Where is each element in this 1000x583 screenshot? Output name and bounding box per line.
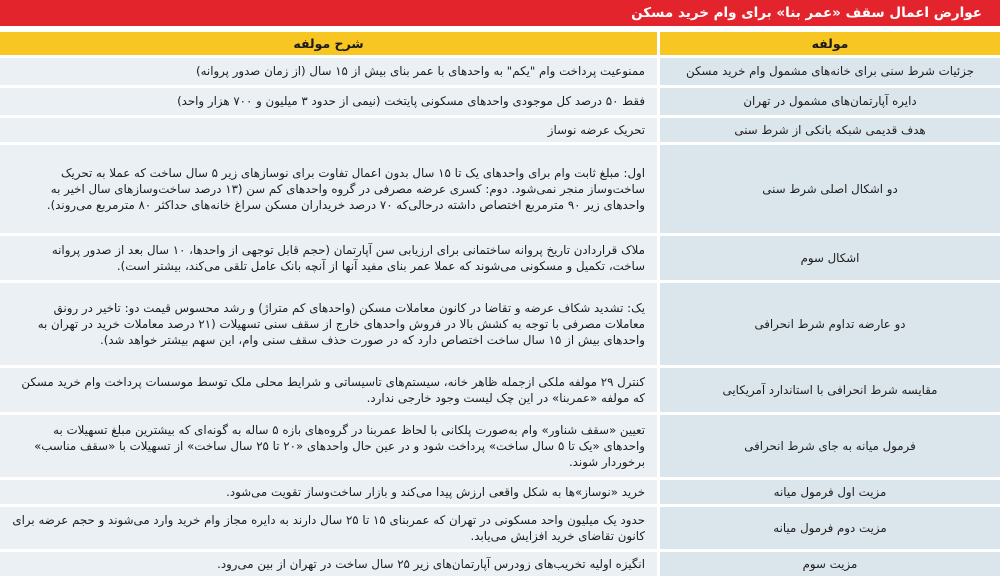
description-cell: تعیین «سقف شناور» وام به‌صورت پلکانی با لحاظ عمربنا در گروه‌های بازه ۵ ساله به گونه‌ای که بیشترین مبلغ تسهیلات به واحدهای «یک تا ۵ سال ساخت» پرداخت شود و در عین حال واحدهای «۲۰ تا ۲۵ سال ساخت» از تسهیلات با «سقف مناسب» برخوردار شوند. [0,415,657,477]
table-row [0,236,1000,280]
table-row [0,145,1000,233]
component-cell: جزئیات شرط سنی برای خانه‌های مشمول وام خرید مسکن [657,58,1000,85]
component-cell: مقایسه شرط انحرافی با استاندارد آمریکایی [657,368,1000,412]
description-cell: اول: مبلغ ثابت وام برای واحدهای یک تا ۱۵ سال بدون اعمال تفاوت برای نوسازهای زیر ۵ سال ساخت که عملا به تحریک ساخت‌وساز منجر نمی‌شود. دوم: کسری عرضه مصرفی در گروه واحدهای کم سن (۱۳ درصد ساخت‌وسازهای سال اخیر به واحدهای زیر ۹۰ مترمربع اختصاص داشته درحالی‌که ۷۰ درصد خریداران مسکن سراغ خانه‌های حداکثر ۸۰ مترمربع می‌روند). [0,145,657,233]
component-cell: اشکال سوم [657,236,1000,280]
description-cell: فقط ۵۰ درصد کل موجودی واحدهای مسکونی پایتخت (نیمی از حدود ۳ میلیون و ۷۰۰ هزار واحد) [0,88,657,115]
table-row [0,507,1000,549]
component-cell: دو اشکال اصلی شرط سنی [657,145,1000,233]
description-cell: خرید «نوساز»ها به شکل واقعی ارزش پیدا می‌کند و بازار ساخت‌وساز تقویت می‌شود. [0,480,657,504]
table-row [0,283,1000,365]
description-cell: حدود یک میلیون واحد مسکونی در تهران که عمربنای ۱۵ تا ۲۵ سال دارند به دایره مجاز وام خرید وارد می‌شوند و حجم عرضه برای کانون تقاضای خرید افزایش می‌یابد. [0,507,657,549]
header-description: شرح مولفه [0,32,657,55]
table-row [0,552,1000,576]
description-cell: یک: تشدید شکاف عرضه و تقاضا در کانون معاملات مسکن (واحدهای کم متراژ) و رشد محسوس قیمت دو: تاخیر در رونق معاملات مصرفی با توجه به کشش بالا در فروش واحدهای خارج از سقف سنی تسهیلات (۲۱ درصد معاملات خرید در تهران به واحدهای بیش از ۱۵ سال ساخت اختصاص دارد که در صورت حذف سقف سنی وام، این سهم بیشتر خواهد شد). [0,283,657,365]
header-row [0,32,1000,55]
description-cell: کنترل ۲۹ مولفه ملکی ازجمله ظاهر خانه، سیستم‌های تاسیساتی و شرایط محلی ملک توسط موسسات پرداخت وام خرید مسکن که مولفه «عمربنا» در این چک لیست وجود خارجی ندارد. [0,368,657,412]
description-cell: تحریک عرضه نوساز [0,118,657,142]
component-cell: فرمول میانه به جای شرط انحرافی [657,415,1000,477]
header-component: مولفه [657,32,1000,55]
component-cell: دو عارضه تداوم شرط انحرافی [657,283,1000,365]
component-cell: مزیت دوم فرمول میانه [657,507,1000,549]
component-cell: دایره آپارتمان‌های مشمول در تهران [657,88,1000,115]
table-row [0,118,1000,142]
table-row [0,415,1000,477]
data-table [0,29,1000,579]
component-cell: مزیت اول فرمول میانه [657,480,1000,504]
table-title: عوارض اعمال سقف «عمر بنا» برای وام خرید مسکن [0,0,1000,26]
component-cell: هدف قدیمی شبکه بانکی از شرط سنی [657,118,1000,142]
table-row [0,480,1000,504]
table-row [0,368,1000,412]
description-cell: ممنوعیت پرداخت وام "یکم" به واحدهای با عمر بنای بیش از ۱۵ سال (از زمان صدور پروانه) [0,58,657,85]
component-cell: مزیت سوم [657,552,1000,576]
table-row [0,88,1000,115]
description-cell: انگیزه اولیه تخریب‌های زودرس آپارتمان‌های زیر ۲۵ سال ساخت در تهران از بین می‌رود. [0,552,657,576]
description-cell: ملاک قراردادن تاریخ پروانه ساختمانی برای ارزیابی سن آپارتمان (حجم قابل توجهی از واحدها، ۱۰ سال بعد از صدور پروانه ساخت، تکمیل و مسکونی می‌شوند که عملا عمر بنای مفید آنها از آنچه بانک عامل تلقی می‌کند، بیشتر است). [0,236,657,280]
table-row [0,58,1000,85]
